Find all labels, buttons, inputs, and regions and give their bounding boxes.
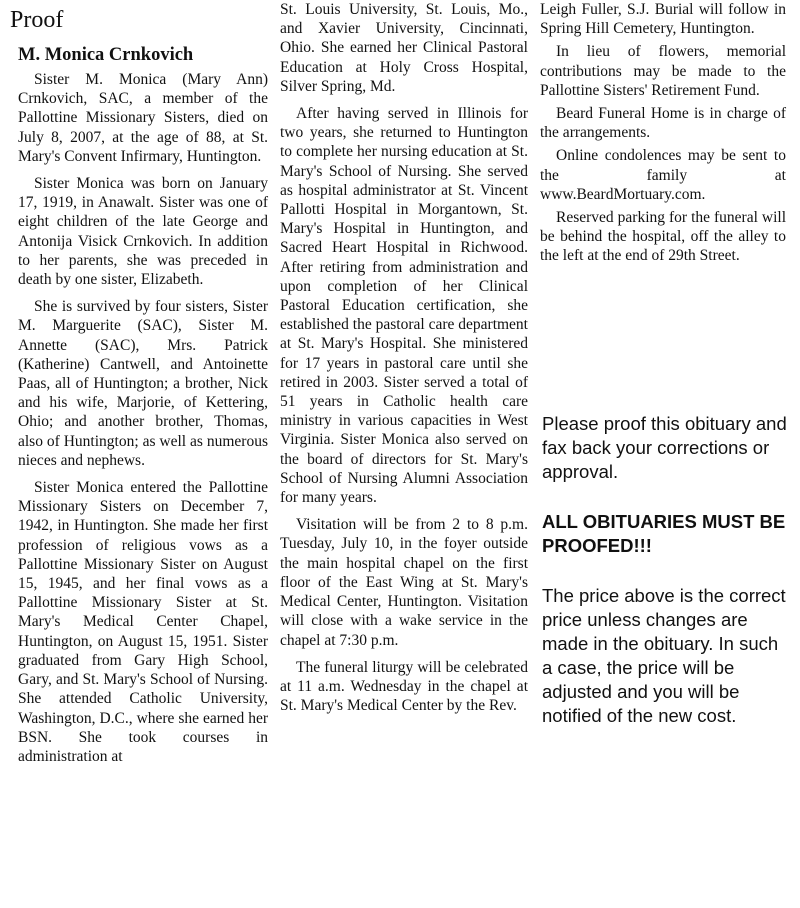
obituary-column-1 bbox=[10, 0, 268, 774]
obituary-paragraph: Reserved parking for the funeral will be behind the hospital, off the alley to the left at the end of 29th Street. bbox=[540, 209, 786, 265]
must-proof-warning: ALL OBITUARIES MUST BE PROOFED!!! bbox=[542, 511, 786, 556]
obituary-paragraph: The funeral liturgy will be celebrated at 11 a.m. Wednesday in the chapel at St. Mary's Medical Center by the Rev. bbox=[280, 658, 528, 715]
obituary-column-2 bbox=[280, 0, 528, 723]
obituary-paragraph: Sister Monica was born on January 17, 1919, in Anawalt. Sister was one of eight children of the late George and Antonija Visick Crnkovich. In addition to her parents, she was preceded in death by one sister, Elizabeth. bbox=[18, 175, 268, 289]
obituary-paragraph: Online condolences may be sent to the family at www.BeardMortuary.com. bbox=[540, 147, 786, 203]
obituary-column-3 bbox=[540, 0, 786, 270]
proof-heading: Proof bbox=[10, 7, 64, 33]
obituary-paragraph: Sister Monica entered the Pallottine Missionary Sisters on December 7, 1942, in Huntington. She made her first profession of religious vows as a Pallottine Missionary Sister on August 15, 1945, and her final vows as a Pallottine Missionary Sister at St. Mary's Medical Center Chapel, Huntington, on August 15, 1951. Sister graduated from Gary High School, Gary, and St. Mary's School of Nursing. She attended Catholic University, Washington, D.C., where she earned her BSN. She took courses in administration at bbox=[18, 479, 268, 765]
obituary-paragraph: St. Louis University, St. Louis, Mo., and Xavier University, Cincinnati, Ohio. She earned her Clinical Pastoral Education at Holy Cross Hospital, Silver Spring, Md. bbox=[280, 1, 528, 95]
proof-instructions bbox=[542, 412, 790, 754]
obituary-paragraph: Leigh Fuller, S.J. Burial will follow in Spring Hill Cemetery, Huntington. bbox=[540, 1, 786, 38]
proof-request-note: Please proof this obituary and fax back your corrections or approval. bbox=[542, 413, 787, 482]
price-note: The price above is the correct price unless changes are made in the obituary. In such a case, the price will be adjusted and you will be notified of the new cost. bbox=[542, 585, 786, 726]
obituary-paragraph: She is survived by four sisters, Sister M. Marguerite (SAC), Sister M. Annette (SAC), Mrs. Patrick (Katherine) Cantwell, and Antoinette Paas, all of Huntington; a brother, Nick and his wife, Marjorie, of Kettering, Ohio; and another brother, Thomas, also of Huntington; as well as numerous nieces and nephews. bbox=[18, 298, 268, 469]
obituary-paragraph: Beard Funeral Home is in charge of the arrangements. bbox=[540, 105, 786, 142]
obituary-paragraph: In lieu of flowers, memorial contributions may be made to the Pallottine Sisters' Retirement Fund. bbox=[540, 43, 786, 99]
obituary-paragraph: Visitation will be from 2 to 8 p.m. Tuesday, July 10, in the foyer outside the main hospital chapel on the first floor of the East Wing at St. Mary's Medical Center, Huntington. Visitation will close with a wake service in the chapel at 7:30 p.m. bbox=[280, 516, 528, 649]
obituary-paragraph: After having served in Illinois for two years, she returned to Huntington to complete her nursing education at St. Mary's School of Nursing. She served as hospital administrator at St. Vincent Pallotti Hospital in Morgantown, St. Mary's Hospital in Huntington, and Sacred Heart Hospital in Richwood. After retiring from administration and upon completion of her Clinical Pastoral Education certification, she established the pastoral care department at St. Mary's Hospital. She ministered for 17 years in pastoral care until she retired in 2003. Sister served a total of 51 years in Catholic health care ministry in various capacities in West Virginia. Sister Monica also served on the board of directors for St. Mary's School of Nursing Alumni Association for many years. bbox=[280, 105, 528, 507]
obituary-paragraph: Sister M. Monica (Mary Ann) Crnkovich, SAC, a member of the Pallottine Missionary Sisters, died on July 8, 2007, at the age of 88, at St. Mary's Convent Infirmary, Huntington. bbox=[18, 71, 268, 165]
obituary-name: M. Monica Crnkovich bbox=[18, 45, 194, 65]
